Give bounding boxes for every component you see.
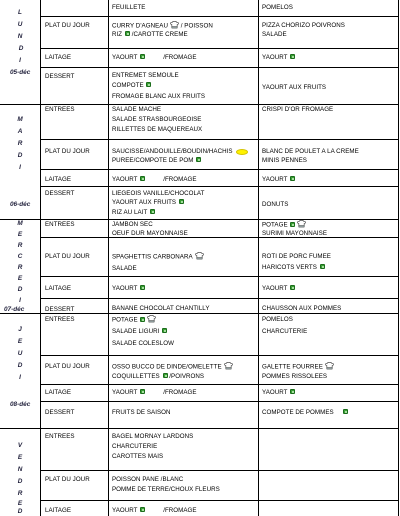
- menu-item: CHAUSSON AUX POMMES: [262, 305, 342, 312]
- day-separator: [0, 104, 399, 105]
- organic-leaf-icon: [290, 389, 295, 394]
- row-line: [40, 48, 398, 49]
- highlight-mark: [236, 149, 248, 155]
- day-letter: I: [19, 297, 21, 304]
- menu-item: JAMBON SEC: [112, 221, 153, 228]
- organic-leaf-icon: [320, 264, 325, 269]
- menu-item: LIEGEOIS VANILLE/CHOCOLAT: [112, 190, 205, 197]
- menu-item: SALADE: [112, 265, 137, 272]
- menu-item: CAROTTES MAIS: [112, 453, 164, 460]
- day-letter: R: [17, 140, 23, 147]
- menu-item: YAOURT /FROMAGE: [112, 389, 197, 396]
- day-letter: M: [17, 116, 23, 123]
- day-letter: R: [17, 242, 23, 249]
- menu-item: OEUF DUR MAYONNAISE: [112, 230, 188, 237]
- menu-item: PIZZA CHORIZO POIVRONS: [262, 22, 345, 29]
- chef-hat-icon: [297, 220, 306, 228]
- day-letter: E: [17, 338, 23, 345]
- row-line: [40, 470, 398, 471]
- day-letter: I: [19, 164, 21, 171]
- row-line: [40, 401, 398, 402]
- row-line: [40, 16, 398, 17]
- day-letter: C: [17, 253, 23, 260]
- chef-hat-icon: [325, 362, 334, 370]
- row-line: [40, 500, 398, 501]
- menu-item: OSSO BUCCO DE DINDE/OMELETTE: [112, 363, 233, 372]
- menu-item: ROTI DE PORC FUMEE: [262, 253, 331, 260]
- category-label: ENTREES: [45, 316, 75, 323]
- day-letter: U: [17, 350, 23, 357]
- organic-leaf-icon: [290, 176, 295, 181]
- day-date: 06-déc: [10, 201, 31, 208]
- row-line: [40, 237, 398, 238]
- day-letter: R: [17, 490, 23, 497]
- menu-item: BAGEL MORNAY LARDONS: [112, 433, 194, 440]
- menu-item: FEUILLETE: [112, 4, 146, 11]
- category-label: ENTREES: [45, 221, 75, 228]
- day-letter: D: [18, 45, 24, 52]
- menu-item: YAOURT AUX FRUITS: [262, 84, 327, 91]
- menu-item: YAOURT /FROMAGE: [112, 507, 197, 514]
- row-line: [40, 186, 398, 187]
- menu-item: COMPOTE: [112, 82, 151, 90]
- day-letter: D: [17, 362, 23, 369]
- day-letter: I: [19, 57, 21, 64]
- menu-item: SALADE STRASBOURGEOISE: [112, 116, 202, 123]
- menu-item: RIZ /CAROTTE CREME: [112, 31, 188, 38]
- organic-leaf-icon: [162, 328, 167, 333]
- row-line: [40, 67, 398, 68]
- menu-item: POMELOS: [262, 4, 293, 11]
- category-label: LAITAGE: [45, 507, 72, 514]
- menu-item: FROMAGE BLANC AUX FRUITS: [112, 93, 205, 100]
- organic-leaf-icon: [343, 409, 348, 414]
- category-label: DESSERT: [45, 190, 75, 197]
- day-letter: E: [17, 275, 23, 282]
- menu-item: POMME DE TERRE/CHOUX FLEURS: [112, 486, 220, 493]
- day-letter: N: [17, 33, 23, 40]
- day-letter: L: [18, 9, 22, 16]
- category-label: DESSERT: [45, 306, 75, 313]
- day-letter: M: [17, 220, 23, 227]
- menu-item: DONUTS: [262, 201, 289, 208]
- menu-item: POMMES RISSOLEES: [262, 373, 328, 380]
- day-letter: E: [17, 454, 23, 461]
- menu-item: SALADE LIGURI: [112, 328, 167, 336]
- category-label: LAITAGE: [45, 285, 72, 292]
- row-line: [40, 139, 398, 140]
- day-date: 08-déc: [10, 401, 31, 408]
- category-label: PLAT DU JOUR: [45, 22, 90, 29]
- menu-item: YAOURT: [112, 285, 145, 293]
- grid-line: [398, 0, 399, 516]
- menu-item: ENTREMET SEMOULE: [112, 72, 179, 79]
- menu-item: CRISPI D'OR FROMAGE: [262, 106, 334, 113]
- day-letter: D: [17, 152, 23, 159]
- row-line: [40, 298, 398, 299]
- menu-item: MINIS PENNES: [262, 157, 307, 164]
- category-label: ENTREES: [45, 433, 75, 440]
- organic-leaf-icon: [290, 285, 295, 290]
- organic-leaf-icon: [140, 54, 145, 59]
- row-line: [40, 169, 398, 170]
- day-letter: A: [17, 128, 23, 135]
- day-letter: D: [17, 508, 23, 515]
- organic-leaf-icon: [140, 285, 145, 290]
- grid-line: [108, 0, 109, 516]
- organic-leaf-icon: [125, 31, 130, 36]
- menu-item: CURRY D'AGNEAU / POISSON: [112, 22, 213, 30]
- day-letter: D: [17, 286, 23, 293]
- chef-hat-icon: [224, 362, 233, 370]
- day-letter: D: [17, 478, 23, 485]
- organic-leaf-icon: [163, 373, 168, 378]
- day-date: 07-déc: [4, 306, 25, 313]
- menu-item: SPAGHETTIS CARBONARA: [112, 253, 204, 262]
- organic-leaf-icon: [179, 199, 184, 204]
- category-label: PLAT DU JOUR: [45, 363, 90, 370]
- category-label: PLAT DU JOUR: [45, 476, 90, 483]
- menu-item: YAOURT AUX FRUITS: [112, 199, 184, 207]
- menu-item: RILLETTES DE MAQUEREAUX: [112, 126, 203, 133]
- organic-leaf-icon: [150, 209, 155, 214]
- category-label: DESSERT: [45, 73, 75, 80]
- menu-item: POTAGE: [112, 316, 156, 325]
- day-letter: E: [17, 231, 23, 238]
- menu-item: YAOURT: [262, 54, 295, 62]
- menu-item: COMPOTE DE POMMES: [262, 409, 348, 417]
- day-letter: U: [17, 21, 23, 28]
- day-letter: R: [17, 264, 23, 271]
- menu-item: SALADE COLESLOW: [112, 340, 174, 347]
- organic-leaf-icon: [140, 176, 145, 181]
- menu-item: SALADE: [262, 31, 287, 38]
- day-letter: I: [19, 374, 21, 381]
- organic-leaf-icon: [196, 157, 201, 162]
- menu-item: BLANC DE POULET A LA CREME: [262, 148, 359, 155]
- category-label: LAITAGE: [45, 389, 72, 396]
- menu-item: YAOURT: [262, 176, 295, 184]
- menu-item: POISSON PANE /BLANC: [112, 476, 184, 483]
- category-label: PLAT DU JOUR: [45, 148, 90, 155]
- menu-item: RIZ AU LAIT: [112, 209, 155, 217]
- menu-item: POMELOS: [262, 316, 293, 323]
- menu-item: YAOURT /FROMAGE: [112, 54, 197, 61]
- organic-leaf-icon: [140, 389, 145, 394]
- day-separator: [0, 428, 399, 429]
- day-letter: N: [17, 466, 23, 473]
- day-separator: [0, 219, 399, 220]
- organic-leaf-icon: [140, 507, 145, 512]
- menu-item: YAOURT: [262, 285, 295, 293]
- row-line: [40, 355, 398, 356]
- row-line: [40, 276, 398, 277]
- menu-item: GALETTE FOURREE: [262, 363, 334, 372]
- category-label: LAITAGE: [45, 176, 72, 183]
- menu-item: SURIMI MAYONNAISE: [262, 230, 328, 237]
- category-label: LAITAGE: [45, 54, 72, 61]
- organic-leaf-icon: [146, 82, 151, 87]
- menu-item: PUREE/COMPOTE DE POM: [112, 157, 201, 165]
- row-line: [40, 384, 398, 385]
- organic-leaf-icon: [290, 222, 295, 227]
- day-letter: V: [17, 442, 23, 449]
- menu-item: SAUCISSE/ANDOUILLE/BOUDIN/HACHIS: [112, 148, 233, 155]
- menu-item: SALADE MACHE: [112, 106, 162, 113]
- grid-line: [258, 0, 259, 516]
- organic-leaf-icon: [290, 54, 295, 59]
- chef-hat-icon: [195, 252, 204, 260]
- category-label: ENTREES: [45, 106, 75, 113]
- menu-item: HARICOTS VERTS: [262, 264, 325, 272]
- day-date: 05-déc: [10, 69, 31, 76]
- chef-hat-icon: [147, 315, 156, 323]
- menu-item: BANANE CHOCOLAT CHANTILLY: [112, 305, 210, 312]
- organic-leaf-icon: [140, 317, 145, 322]
- grid-line: [40, 0, 41, 516]
- menu-item: POTAGE: [262, 221, 306, 230]
- category-label: PLAT DU JOUR: [45, 253, 90, 260]
- menu-item: FRUITS DE SAISON: [112, 409, 171, 416]
- menu-item: YAOURT: [262, 389, 295, 397]
- category-label: DESSERT: [45, 409, 75, 416]
- menu-item: CHARCUTERIE: [112, 443, 158, 450]
- menu-item: YAOURT /FROMAGE: [112, 176, 197, 183]
- menu-item: COQUILLETTES /POIVRONS: [112, 373, 205, 380]
- day-letter: J: [18, 326, 22, 333]
- day-letter: E: [17, 500, 23, 507]
- menu-item: CHARCUTERIE: [262, 328, 308, 335]
- chef-hat-icon: [170, 21, 179, 29]
